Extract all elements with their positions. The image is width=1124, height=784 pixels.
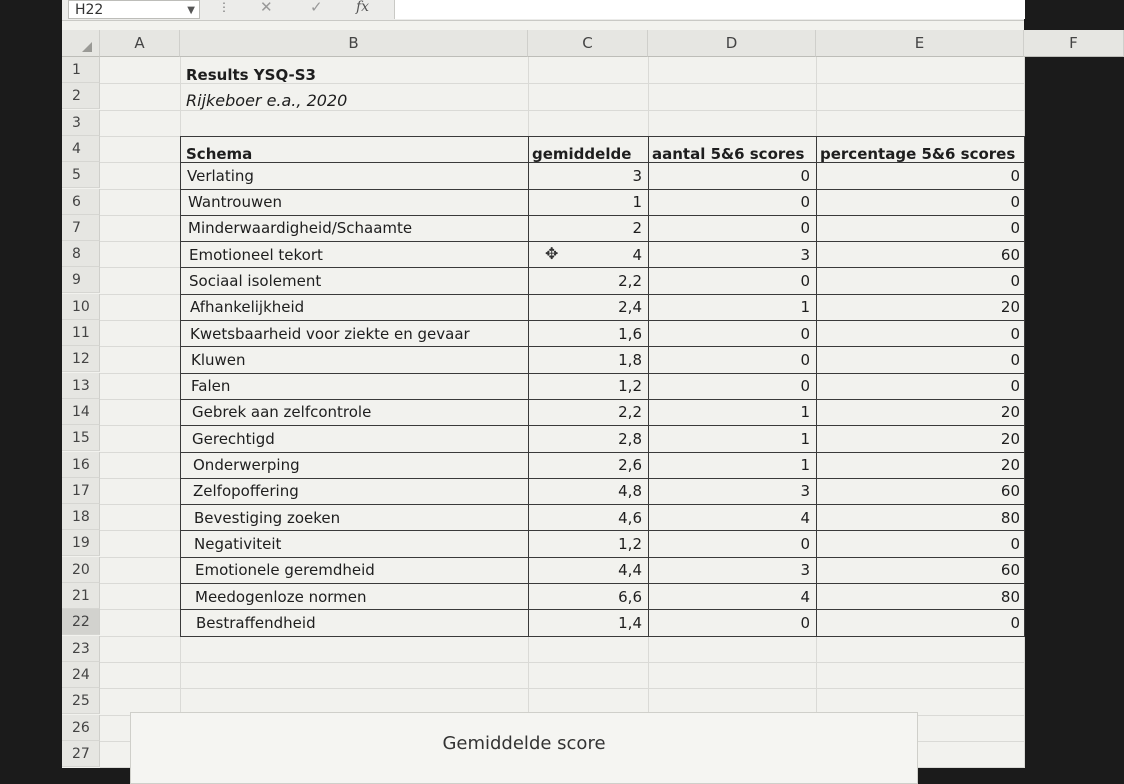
cell-mean[interactable]: 2,2 xyxy=(618,271,642,290)
row-header-21[interactable]: 21 xyxy=(62,583,100,609)
cell-count[interactable]: 3 xyxy=(800,482,810,501)
cell-percent[interactable]: 80 xyxy=(1000,508,1020,527)
row-header-16[interactable]: 16 xyxy=(62,452,100,478)
cell-count[interactable]: 1 xyxy=(800,456,810,474)
cell-count[interactable]: 0 xyxy=(800,324,810,343)
column-header-e[interactable]: E xyxy=(816,30,1024,57)
cell-mean[interactable]: 1,2 xyxy=(618,534,642,553)
cell-schema[interactable]: Kluwen xyxy=(191,350,246,369)
cell-count[interactable]: 1 xyxy=(800,429,810,448)
cell-percent[interactable]: 0 xyxy=(1010,324,1020,343)
cell-count[interactable]: 4 xyxy=(800,508,810,527)
cell-count[interactable]: 3 xyxy=(800,245,810,264)
cell-percent[interactable]: 60 xyxy=(1000,561,1020,580)
cell-mean[interactable]: 1,6 xyxy=(618,324,642,343)
row-header-4[interactable]: 4 xyxy=(62,136,100,162)
row-header-17[interactable]: 17 xyxy=(62,478,100,504)
header-schema[interactable]: Schema xyxy=(186,145,253,163)
cell-count[interactable]: 0 xyxy=(800,219,810,238)
cell-schema[interactable]: Gerechtigd xyxy=(192,429,275,448)
row-header-6[interactable]: 6 xyxy=(62,189,100,215)
cell-count[interactable]: 0 xyxy=(800,166,810,185)
cell-percent[interactable]: 0 xyxy=(1010,613,1020,632)
cell-percent[interactable]: 20 xyxy=(1000,429,1020,448)
row-header-22[interactable]: 22 xyxy=(62,609,100,635)
row-header-8[interactable]: 8 xyxy=(62,241,100,267)
cell-percent[interactable]: 20 xyxy=(1000,403,1020,422)
row-header-15[interactable]: 15 xyxy=(62,425,100,451)
cell-mean[interactable]: 2,6 xyxy=(618,456,642,474)
cell-schema[interactable]: Bevestiging zoeken xyxy=(194,508,341,527)
chart-title[interactable]: Gemiddelde score xyxy=(442,733,606,754)
row-header-19[interactable]: 19 xyxy=(62,530,100,556)
chart-area[interactable] xyxy=(130,712,918,784)
cell-count[interactable]: 0 xyxy=(800,534,810,553)
row-header-14[interactable]: 14 xyxy=(62,399,100,425)
cell-percent[interactable]: 0 xyxy=(1010,166,1020,185)
cell-percent[interactable]: 20 xyxy=(1000,298,1020,317)
cell-schema[interactable]: Wantrouwen xyxy=(188,193,282,211)
confirm-icon[interactable]: ✓ xyxy=(310,0,323,16)
function-icon[interactable]: fx xyxy=(356,0,370,15)
row-header-18[interactable]: 18 xyxy=(62,504,100,530)
cell-mean[interactable]: 1,8 xyxy=(618,350,642,369)
cell-mean[interactable]: 1 xyxy=(632,193,642,211)
cell-percent[interactable]: 80 xyxy=(1000,587,1020,606)
cell-count[interactable]: 0 xyxy=(800,350,810,369)
row-header-23[interactable]: 23 xyxy=(62,636,100,662)
cell-mean[interactable]: 1,2 xyxy=(618,377,642,396)
cell-schema[interactable]: Emotioneel tekort xyxy=(189,245,323,264)
sheet-title[interactable]: Results YSQ-S3 xyxy=(186,66,316,84)
cell-mean[interactable]: 4,4 xyxy=(618,561,642,580)
column-header-f[interactable]: F xyxy=(1024,30,1124,57)
row-header-24[interactable]: 24 xyxy=(62,662,100,688)
row-header-9[interactable]: 9 xyxy=(62,267,100,293)
cell-percent[interactable]: 60 xyxy=(1000,245,1020,264)
name-box-value: H22 xyxy=(75,2,104,18)
grid-row-line xyxy=(100,662,1024,663)
row-header-5[interactable]: 5 xyxy=(62,162,100,188)
cell-percent[interactable]: 0 xyxy=(1010,271,1020,290)
column-header-c[interactable]: C xyxy=(528,30,648,57)
cell-count[interactable]: 0 xyxy=(800,613,810,632)
cell-schema[interactable]: Bestraffendheid xyxy=(196,613,316,632)
table-border-column xyxy=(1024,136,1025,636)
cell-schema[interactable]: Sociaal isolement xyxy=(189,271,322,290)
cell-percent[interactable]: 20 xyxy=(1000,456,1020,474)
cell-mean[interactable]: 2,2 xyxy=(618,403,642,422)
name-box[interactable] xyxy=(68,0,200,19)
formula-bar xyxy=(62,0,1024,21)
cell-count[interactable]: 3 xyxy=(800,561,810,580)
cell-mean[interactable]: 4,6 xyxy=(618,508,642,527)
cell-count[interactable]: 4 xyxy=(800,587,810,606)
cancel-icon[interactable]: ✕ xyxy=(260,0,273,16)
row-header-1[interactable]: 1 xyxy=(62,57,100,83)
cell-mean[interactable]: 6,6 xyxy=(618,587,642,606)
cell-schema[interactable]: Meedogenloze normen xyxy=(195,587,367,606)
cell-schema[interactable]: Kwetsbaarheid voor ziekte en gevaar xyxy=(190,324,470,343)
cell-count[interactable]: 0 xyxy=(800,271,810,290)
cell-count[interactable]: 1 xyxy=(800,403,810,422)
header-mean[interactable]: gemiddelde xyxy=(532,145,632,163)
cell-schema[interactable]: Minderwaardigheid/Schaamte xyxy=(188,219,413,238)
cell-mean[interactable]: 2,4 xyxy=(618,298,642,317)
cell-schema[interactable]: Zelfopoffering xyxy=(193,482,299,501)
cell-mean[interactable]: 4,8 xyxy=(618,482,642,501)
spreadsheet-window xyxy=(62,0,1078,768)
cell-schema[interactable]: Falen xyxy=(191,377,231,396)
row-header-3[interactable]: 3 xyxy=(62,110,100,136)
formula-input[interactable] xyxy=(394,0,1025,19)
cell-mean[interactable]: 2,8 xyxy=(618,429,642,448)
cell-schema[interactable]: Onderwerping xyxy=(193,456,300,474)
select-all-corner[interactable] xyxy=(62,30,100,57)
vertical-dots-icon: ⋮ xyxy=(218,0,230,14)
cell-percent[interactable]: 0 xyxy=(1010,534,1020,553)
table-border-column xyxy=(180,136,181,636)
table-border-row xyxy=(180,136,1025,137)
column-header-d[interactable]: D xyxy=(648,30,816,57)
row-header-10[interactable]: 10 xyxy=(62,294,100,320)
cell-schema[interactable]: Emotionele geremdheid xyxy=(195,561,375,580)
select-all-icon xyxy=(82,42,92,52)
cross-cursor-icon: ✥ xyxy=(545,244,559,263)
row-header-11[interactable]: 11 xyxy=(62,320,100,346)
cell-mean[interactable]: 4 xyxy=(632,245,642,264)
cell-mean[interactable]: 3 xyxy=(632,166,642,185)
cell-percent[interactable]: 0 xyxy=(1010,193,1020,211)
sheet-subtitle[interactable]: Rijkeboer e.a., 2020 xyxy=(186,91,348,110)
cell-schema[interactable]: Afhankelijkheid xyxy=(190,298,305,317)
row-header-20[interactable]: 20 xyxy=(62,557,100,583)
header-count[interactable]: aantal 5&6 scores xyxy=(652,145,805,163)
cell-percent[interactable]: 0 xyxy=(1010,219,1020,238)
row-header-25[interactable]: 25 xyxy=(62,688,100,714)
cell-percent[interactable]: 0 xyxy=(1010,350,1020,369)
cell-percent[interactable]: 0 xyxy=(1010,377,1020,396)
row-header-12[interactable]: 12 xyxy=(62,346,100,372)
cell-count[interactable]: 1 xyxy=(800,298,810,317)
cell-schema[interactable]: Negativiteit xyxy=(194,534,282,553)
cell-count[interactable]: 0 xyxy=(800,377,810,396)
chevron-down-icon[interactable]: ▼ xyxy=(187,5,195,16)
cell-count[interactable]: 0 xyxy=(800,193,810,211)
cell-schema[interactable]: Verlating xyxy=(187,166,254,185)
cell-percent[interactable]: 60 xyxy=(1000,482,1020,501)
row-header-27[interactable]: 27 xyxy=(62,741,100,767)
cell-mean[interactable]: 2 xyxy=(632,219,642,238)
row-header-2[interactable]: 2 xyxy=(62,83,100,109)
column-header-a[interactable]: A xyxy=(100,30,180,57)
row-header-13[interactable]: 13 xyxy=(62,373,100,399)
row-header-7[interactable]: 7 xyxy=(62,215,100,241)
cell-schema[interactable]: Gebrek aan zelfcontrole xyxy=(192,403,372,422)
cell-mean[interactable]: 1,4 xyxy=(618,613,642,632)
column-header-b[interactable]: B xyxy=(180,30,528,57)
grid-row-line xyxy=(100,688,1024,689)
row-header-26[interactable]: 26 xyxy=(62,715,100,741)
header-percent[interactable]: percentage 5&6 scores xyxy=(820,145,1016,163)
